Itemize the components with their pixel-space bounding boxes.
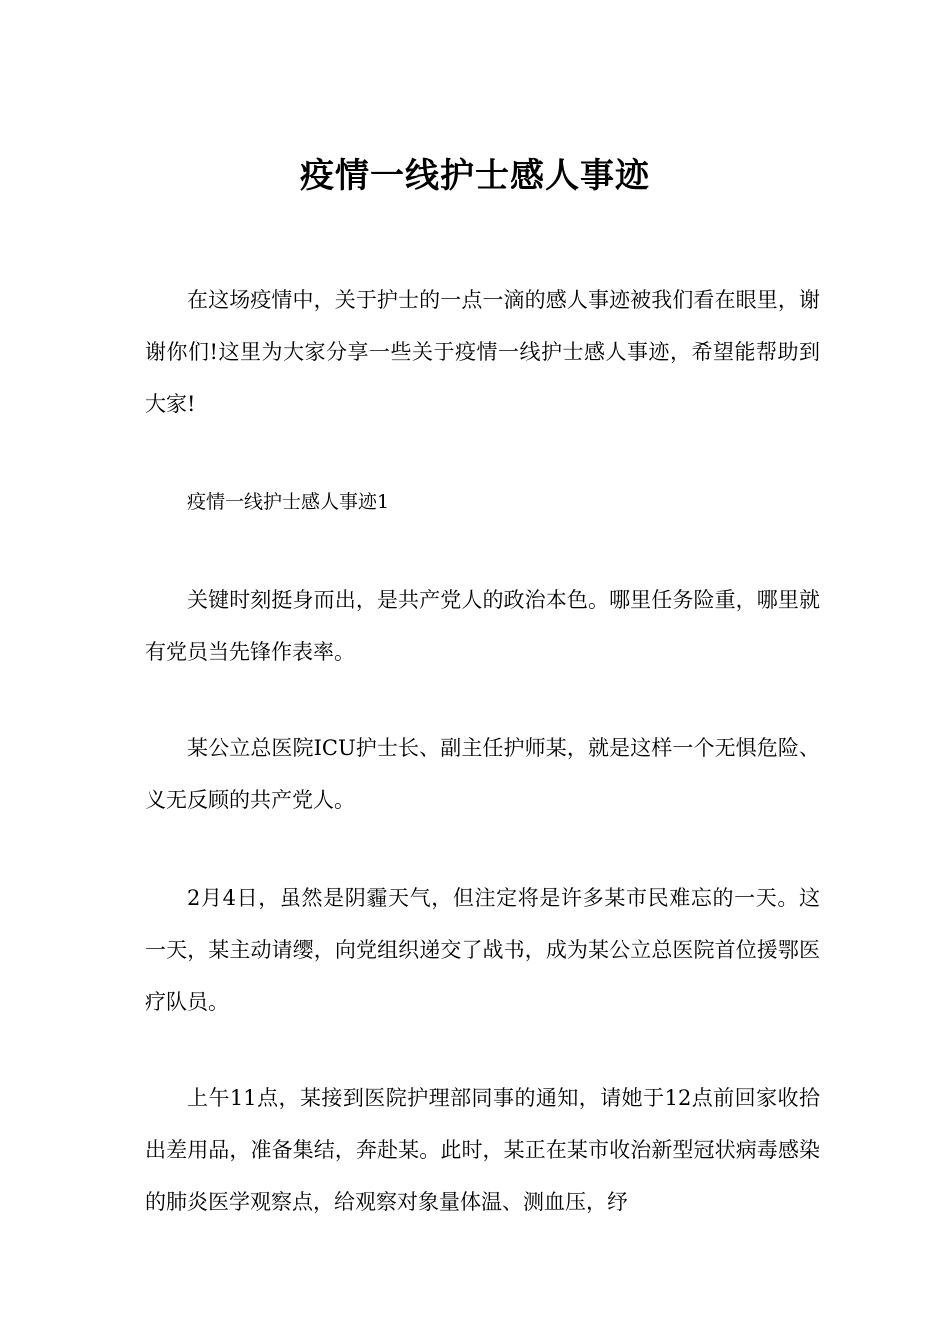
section-heading: 疫情一线护士感人事迹1 (187, 491, 390, 513)
document-title: 疫情一线护士感人事迹 (300, 155, 650, 196)
paragraph-2: 某公立总医院ICU护士长、副主任护师某，就是这样一个无惧危险、义无反顾的共产党人。 (145, 736, 820, 812)
paragraph-1: 关键时刻挺身而出，是共产党人的政治本色。哪里任务险重，哪里就有党员当先锋作表率。 (145, 588, 820, 664)
paragraph-3: 2月4日，虽然是阴霾天气，但注定将是许多某市民难忘的一天。这一天，某主动请缨，向党组织递交了战书，成为某公立总医院首位援鄂医疗队员。 (145, 886, 820, 1014)
intro-paragraph: 在这场疫情中，关于护士的一点一滴的感人事迹被我们看在眼里，谢谢你们!这里为大家分享一些关于疫情一线护士感人事迹，希望能帮助到大家! (145, 288, 820, 416)
paragraph-4: 上午11点，某接到医院护理部同事的通知，请她于12点前回家收拾出差用品，准备集结，奔赴某。此时，某正在某市收治新型冠状病毒感染的肺炎医学观察点，给观察对象量体温、测血压，纾 (145, 1086, 820, 1214)
